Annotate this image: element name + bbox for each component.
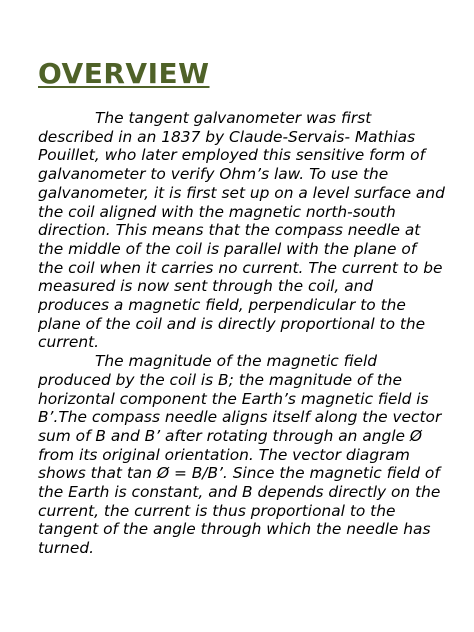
section-heading: OVERVIEW bbox=[38, 57, 210, 90]
body-text bbox=[38, 109, 446, 558]
paragraph-2: The magnitude of the magnetic field produced by the coil is B; the magnitude of the horizontal component the Earth’s magnetic field is B’.The compass needle aligns itself along the vector sum of B and B’ after rotating through an angle Ø from its original orientation. The vector diagram shows that tan Ø = B/B’. Since the magnetic field of the Earth is constant, and B depends directly on the current, the current is thus proportional to the tangent of the angle through which the needle has turned. bbox=[38, 352, 442, 558]
paragraph-1: The tangent galvanometer was first described in an 1837 by Claude-Servais- Mathias Pouillet, who later employed this sensitive form of galvanometer to verify Ohm’s law. To use the galvanometer, it is first set up on a level surface and the coil aligned with the magnetic north-south direction. This means that the compass needle at the middle of the coil is parallel with the plane of the coil when it carries no current. The current to be measured is now sent through the coil, and produces a magnetic field, perpendicular to the plane of the coil and is directly proportional to the current. bbox=[38, 109, 445, 352]
